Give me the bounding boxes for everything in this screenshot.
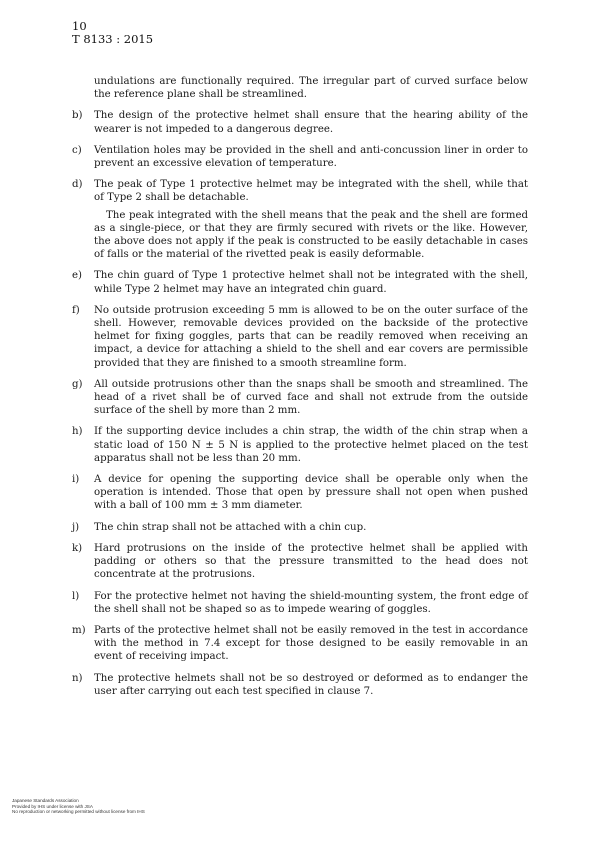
item-label: k) xyxy=(72,542,83,554)
footer-line: Japanese Standards Association xyxy=(12,798,79,803)
list-item xyxy=(72,269,528,295)
list-item xyxy=(72,672,528,698)
list-item xyxy=(72,109,528,135)
item-paragraph: Parts of the protective helmet shall not be easily removed in the test in accordance with the method in 7.4 except for those designed to be easily removable in an event of receiving impact. xyxy=(94,624,528,663)
item-body xyxy=(94,542,528,582)
item-body xyxy=(94,624,528,664)
item-label: m) xyxy=(72,624,86,636)
item-paragraph: The peak of Type 1 protective helmet may be integrated with the shell, while that of Type 2 shall be detachable. xyxy=(94,179,528,204)
item-paragraph: A device for opening the supporting device shall be operable only when the operation is intended. Those that open by pressure shall not open when pushed with a ball of 100 mm ± 3 mm diameter. xyxy=(94,474,528,512)
list-item xyxy=(72,144,528,170)
item-body xyxy=(94,304,528,370)
item-body xyxy=(94,144,528,170)
license-footer xyxy=(12,798,145,815)
page-number: 10 xyxy=(72,19,87,33)
item-body xyxy=(94,473,528,513)
item-paragraph: The peak integrated with the shell means that the peak and the shell are formed as a single-piece, or that they are firmly secured with rivets or the like. However, the above does not apply if the peak is constructed to be easily detachable in cases of falls or the material of the rivetted peak is easily deformable. xyxy=(94,209,528,261)
list-item xyxy=(72,542,528,582)
item-body xyxy=(94,521,528,534)
item-paragraph: For the protective helmet not having the shield-mounting system, the front edge of the shell shall not be shaped so as to impede wearing of goggles. xyxy=(94,590,528,615)
standard-id: T 8133 : 2015 xyxy=(72,32,154,46)
document-body xyxy=(72,75,528,706)
item-body xyxy=(94,672,528,698)
item-label: i) xyxy=(72,474,80,486)
footer-line: No reproduction or networking permitted without license from IHS xyxy=(12,809,145,815)
item-paragraph: Hard protrusions on the inside of the protective helmet shall be applied with padding or others so that the pressure transmitted to the head does not concentrate at the protrusions. xyxy=(94,542,528,581)
list-item xyxy=(72,590,528,616)
item-paragraph: Ventilation holes may be provided in the shell and anti-concussion liner in order to prevent an excessive elevation of temperature. xyxy=(94,144,528,170)
item-paragraph: The design of the protective helmet shall ensure that the hearing ability of the wearer is not impeded to a dangerous degree. xyxy=(94,110,528,135)
list-item xyxy=(72,521,528,534)
continued-paragraph: undulations are functionally required. The irregular part of curved surface below the reference plane shall be streamlined. xyxy=(94,76,528,101)
requirement-list xyxy=(72,109,528,698)
list-item xyxy=(72,425,528,465)
item-body xyxy=(94,590,528,616)
item-body xyxy=(94,269,528,295)
item-label: n) xyxy=(72,672,83,684)
item-label: g) xyxy=(72,378,83,390)
item-paragraph: The chin strap shall not be attached with a chin cup. xyxy=(94,521,367,533)
item-label: b) xyxy=(72,110,83,122)
list-item xyxy=(72,624,528,664)
footer-line: Provided by IHS under license with JSA xyxy=(12,803,93,809)
item-body xyxy=(94,378,528,418)
item-label: h) xyxy=(72,426,83,438)
item-paragraph: The chin guard of Type 1 protective helmet shall not be integrated with the shell, while Type 2 helmet may have an integrated chin guard. xyxy=(94,270,528,295)
item-label: j) xyxy=(72,521,80,533)
item-paragraph: All outside protrusions other than the snaps shall be smooth and streamlined. The head of a rivet shall be of curved face and shall not extrude from the outside surface of the shell by more than 2 mm. xyxy=(94,378,528,417)
page-header xyxy=(72,20,153,46)
item-label: e) xyxy=(72,270,83,282)
list-item xyxy=(72,473,528,513)
item-body xyxy=(94,425,528,465)
list-item xyxy=(72,178,528,261)
item-paragraph: If the supporting device includes a chin strap, the width of the chin strap when a static load of 150 N ± 5 N is applied to the protective helmet placed on the test apparatus shall not be less than 20 mm. xyxy=(94,426,528,464)
item-body xyxy=(94,109,528,135)
item-label: d) xyxy=(72,179,83,191)
item-label: f) xyxy=(72,304,80,316)
item-body xyxy=(94,178,528,261)
list-item xyxy=(72,304,528,370)
item-label: l) xyxy=(72,590,80,602)
item-paragraph: No outside protrusion exceeding 5 mm is allowed to be on the outer surface of the shell. However, removable devices provided on the backside of the protective helmet for fixing goggles, parts that can be readily removed when receiving an impact, a device for attaching a shield to the shell and ear covers are permissible provided that they are finished to a smooth streamline form. xyxy=(94,304,528,369)
item-label: c) xyxy=(72,144,82,156)
list-item xyxy=(72,378,528,418)
item-paragraph: The protective helmets shall not be so destroyed or deformed as to endanger the user after carrying out each test specified in clause 7. xyxy=(94,672,528,697)
